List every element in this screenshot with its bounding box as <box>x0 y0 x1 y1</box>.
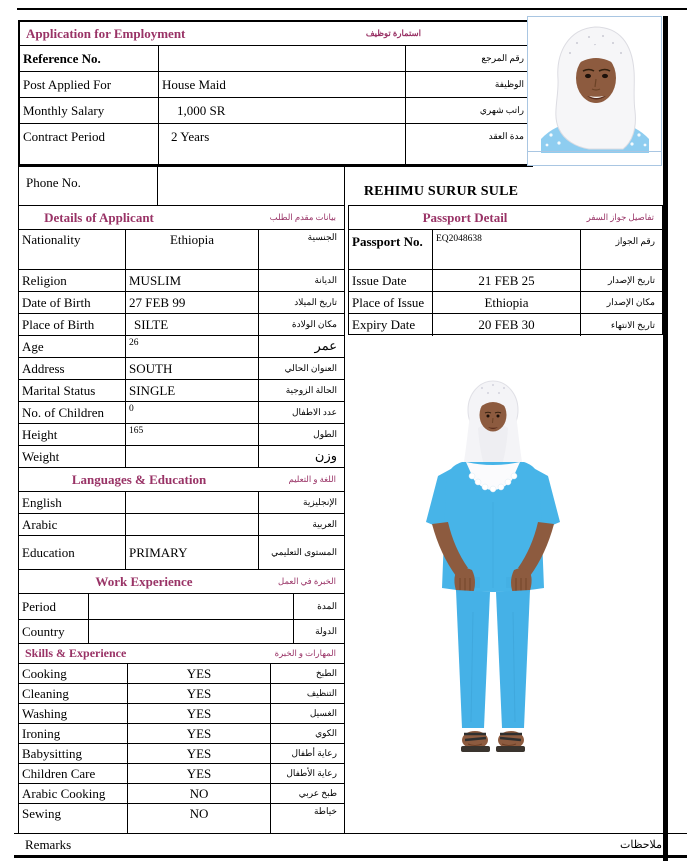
table-row <box>19 594 344 620</box>
skill-label-arabic: التنظيف <box>306 688 337 699</box>
field-value: 27 FEB 99 <box>126 292 259 313</box>
field-label-arabic: مكان الإصدار <box>606 297 655 308</box>
field-label-arabic: الحالة الزوجية <box>285 385 337 396</box>
field-value: 2 Years <box>159 124 406 164</box>
skill-label-arabic: رعاية الأطفال <box>286 768 337 779</box>
field-value: 165 <box>126 424 259 445</box>
field-label-arabic: مكان الولادة <box>291 319 337 330</box>
field-value: 0 <box>126 402 259 423</box>
table-row <box>19 684 344 704</box>
table-row <box>19 784 344 804</box>
field-value <box>126 446 259 467</box>
table-row <box>19 514 344 536</box>
languages-title-arabic: اللغة و التعليم <box>288 474 336 485</box>
table-row <box>349 292 662 314</box>
skill-label: Babysitting <box>19 744 128 763</box>
table-row <box>19 724 344 744</box>
field-label: Post Applied For <box>20 72 159 97</box>
photo-frame-strip <box>528 151 661 165</box>
table-row <box>20 72 531 98</box>
skill-label: Cooking <box>19 664 128 683</box>
field-label: Weight <box>19 446 126 467</box>
field-label-arabic: عدد الاطفال <box>292 407 337 418</box>
application-table <box>18 20 533 167</box>
field-value: PRIMARY <box>126 536 259 569</box>
field-label: Place of Issue <box>349 292 433 313</box>
field-value <box>126 514 259 535</box>
field-label-arabic: رقم الجواز <box>615 236 655 246</box>
field-value: 21 FEB 25 <box>433 270 581 291</box>
field-value: 1,000 SR <box>159 98 406 123</box>
table-row <box>19 292 344 314</box>
table-row <box>19 314 344 336</box>
table-row <box>20 124 531 164</box>
skill-label-arabic: رعاية أطفال <box>291 748 337 759</box>
application-title-arabic: استمارة توظيف <box>365 28 421 39</box>
passport-title-arabic: تفاصيل جواز السفر <box>586 212 654 223</box>
skill-label: Sewing <box>19 804 128 833</box>
languages-header-row <box>19 468 344 492</box>
table-row <box>19 664 344 684</box>
phone-value <box>158 167 344 205</box>
field-label-arabic: الطول <box>313 429 337 440</box>
skill-label-arabic: الكوي <box>315 728 337 739</box>
remarks-label: Remarks <box>25 837 72 852</box>
skill-value: YES <box>128 764 271 783</box>
page-right-border <box>663 16 668 861</box>
table-row <box>19 230 344 270</box>
field-label-arabic: رقم المرجع <box>481 53 524 64</box>
table-row <box>19 402 344 424</box>
field-label: No. of Children <box>19 402 126 423</box>
skill-label-arabic: طبخ عربي <box>298 788 337 799</box>
field-label-arabic: تاريخ الإصدار <box>607 275 655 286</box>
table-row <box>19 380 344 402</box>
details-title-arabic: بيانات مقدم الطلب <box>269 212 336 223</box>
field-label: Education <box>19 536 126 569</box>
skill-label: Ironing <box>19 724 128 743</box>
phone-label: Phone No. <box>19 167 158 205</box>
skill-value: YES <box>128 744 271 763</box>
field-label-arabic: تاريخ الانتهاء <box>610 319 655 330</box>
skills-title: Skills & Experience <box>25 646 127 660</box>
skill-value: NO <box>128 804 271 833</box>
field-value <box>126 492 259 513</box>
table-row <box>20 46 531 72</box>
field-label: Contract Period <box>20 124 159 164</box>
field-label: Passport No. <box>349 230 433 269</box>
field-value <box>89 594 294 619</box>
skill-value: YES <box>128 724 271 743</box>
phone-row <box>18 167 345 205</box>
skill-value: YES <box>128 684 271 703</box>
details-header-row <box>19 206 344 230</box>
field-label: Expiry Date <box>349 314 433 336</box>
languages-title: Languages & Education <box>71 471 207 487</box>
skill-label: Arabic Cooking <box>19 784 128 803</box>
details-title: Details of Applicant <box>44 209 154 225</box>
remarks-label-arabic: ملاحظات <box>620 839 662 851</box>
field-label-arabic: العنوان الحالي <box>284 363 337 374</box>
table-row <box>19 536 344 570</box>
skills-header-row <box>19 644 344 664</box>
field-label: English <box>19 492 126 513</box>
field-value <box>89 620 294 643</box>
field-label-arabic: وزن <box>314 448 337 464</box>
skill-value: YES <box>128 704 271 723</box>
field-label: Country <box>19 620 89 643</box>
work-title-arabic: الخبرة في العمل <box>278 576 336 587</box>
applicant-headshot-photo <box>537 23 653 153</box>
skill-label: Children Care <box>19 764 128 783</box>
field-label: Religion <box>19 270 126 291</box>
table-row <box>19 270 344 292</box>
field-label: Age <box>19 336 126 357</box>
skill-value: NO <box>128 784 271 803</box>
skill-label-arabic: الغسيل <box>309 708 337 719</box>
applicant-fullbody-photo <box>398 372 588 782</box>
field-label: Address <box>19 358 126 379</box>
field-label-arabic: الإنجليزية <box>303 497 337 508</box>
table-row <box>349 230 662 270</box>
field-label: Period <box>19 594 89 619</box>
field-value: House Maid <box>159 72 406 97</box>
remarks-top-line <box>14 833 687 834</box>
field-label: Place of Birth <box>19 314 126 335</box>
field-label: Reference No. <box>20 46 159 71</box>
applicant-name: REHIMU SURUR SULE <box>363 184 519 199</box>
table-row <box>19 804 344 833</box>
field-label-arabic: عمر <box>314 338 337 354</box>
table-row <box>19 744 344 764</box>
field-label: Nationality <box>19 230 126 269</box>
field-value: Ethiopia <box>126 230 259 269</box>
table-row <box>19 336 344 358</box>
field-label: Marital Status <box>19 380 126 401</box>
field-label-arabic: الوظيفة <box>494 79 524 90</box>
field-value: 20 FEB 30 <box>433 314 581 336</box>
field-label-arabic: المستوى التعليمي <box>271 547 337 558</box>
field-label: Monthly Salary <box>20 98 159 123</box>
field-value: SILTE <box>126 314 259 335</box>
details-table <box>18 205 345 833</box>
table-row <box>19 620 344 644</box>
work-header-row <box>19 570 344 594</box>
field-label-arabic: مدة العقد <box>488 131 524 141</box>
headshot-photo-frame <box>527 16 662 166</box>
skill-value: YES <box>128 664 271 683</box>
table-row <box>19 764 344 784</box>
skill-label-arabic: خياطة <box>313 806 337 816</box>
field-label: Date of Birth <box>19 292 126 313</box>
passport-table <box>348 205 663 335</box>
field-label-arabic: الديانة <box>314 275 337 286</box>
field-label: Height <box>19 424 126 445</box>
field-label-arabic: راتب شهري <box>479 105 524 116</box>
field-value: SOUTH <box>126 358 259 379</box>
page-bottom-border <box>14 855 687 858</box>
application-title: Application for Employment <box>26 25 186 41</box>
field-value: Ethiopia <box>433 292 581 313</box>
field-value: MUSLIM <box>126 270 259 291</box>
table-row <box>349 270 662 292</box>
skill-label: Washing <box>19 704 128 723</box>
field-label-arabic: المدة <box>317 601 337 612</box>
table-row <box>19 492 344 514</box>
table-row <box>19 358 344 380</box>
work-title: Work Experience <box>95 573 193 589</box>
application-header-row <box>20 22 531 46</box>
table-row <box>19 446 344 468</box>
passport-title: Passport Detail <box>422 209 508 225</box>
skill-label: Cleaning <box>19 684 128 703</box>
field-label-arabic: الجنسية <box>307 232 337 242</box>
page-top-border <box>17 8 687 10</box>
skill-label-arabic: الطبخ <box>315 668 337 679</box>
field-label-arabic: الدولة <box>315 626 337 637</box>
field-label-arabic: العربية <box>312 519 337 530</box>
skills-title-arabic: المهارات و الخبرة <box>274 648 336 659</box>
table-row <box>19 704 344 724</box>
table-row <box>19 424 344 446</box>
field-label-arabic: تاريخ الميلاد <box>294 297 337 308</box>
table-row <box>20 98 531 124</box>
passport-header-row <box>349 206 662 230</box>
field-value: EQ2048638 <box>433 230 581 269</box>
field-label: Issue Date <box>349 270 433 291</box>
field-value <box>159 46 406 71</box>
field-value: 26 <box>126 336 259 357</box>
field-label: Arabic <box>19 514 126 535</box>
field-value: SINGLE <box>126 380 259 401</box>
table-row <box>349 314 662 336</box>
